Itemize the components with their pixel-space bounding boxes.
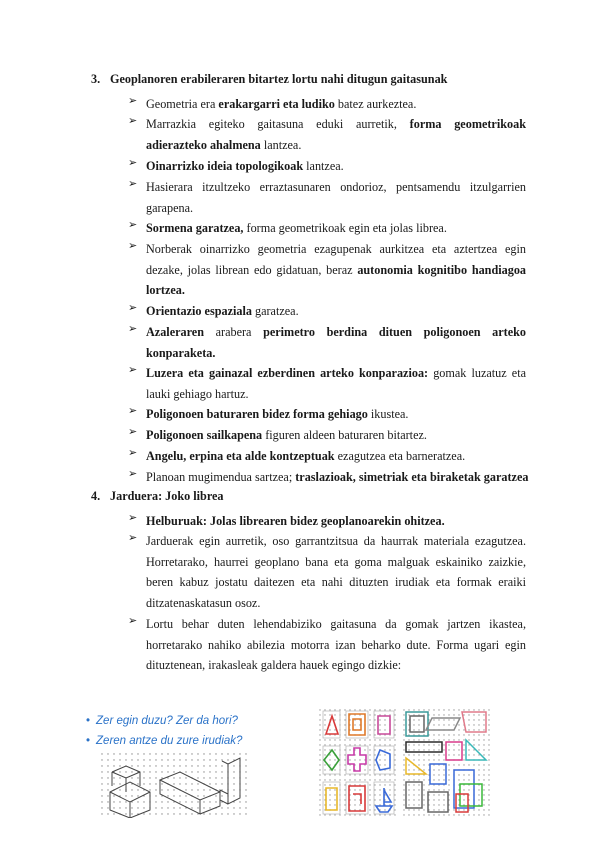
arrow-bullet-icon: ➢ (128, 177, 138, 190)
list-item-text (146, 156, 526, 177)
list-item-post: forma geometrikoak egin eta jolas librea. (243, 221, 447, 235)
list-item-bold: Oinarrizko ideia topologikoak (146, 159, 304, 173)
arrow-bullet-icon: ➢ (128, 467, 138, 480)
list-item-pre: Jarduerak egin aurretik, oso garrantzitsua da haurrak materiala ezagutzea. Horretarako, haurrei geoplano bana eta goma malguak eskainiko zaizkie, beren kabuz jostatu daitezen eta nahi dituzten irudiak eta formak eraiki ditzatenaskatasun osoz. (146, 534, 526, 610)
question-1-text: Zer egin duzu? Zer da hori? (96, 715, 238, 727)
list-item-text (146, 322, 526, 363)
question-2 (86, 735, 242, 747)
list-item-text (146, 218, 526, 239)
list-item-text (146, 467, 529, 488)
list-item-post: lantzea. (260, 137, 302, 152)
question-1 (86, 715, 238, 727)
list-item-pre: Planoan mugimendua sartzea; (146, 470, 296, 484)
arrow-bullet-icon: ➢ (128, 511, 138, 524)
bullet-dot-icon: • (86, 715, 91, 727)
list-item-bold: traslazioak, simetriak eta biraketak garatzea (295, 470, 529, 484)
list-item-bold: Poligonoen sailkapena (146, 428, 263, 442)
arrow-bullet-icon: ➢ (128, 114, 138, 127)
list-item-post: figuren aldeen baturaren bitartez. (262, 428, 427, 442)
list-item-pre: Geometria era (146, 97, 219, 111)
list-item-post: arabera (203, 325, 264, 339)
list-item-bold: Azaleraren (146, 325, 204, 339)
list-item-text (146, 301, 526, 322)
list-item-pre: Hasierara itzultzeko erraztasunaren ondorioz, pentsamendu itzulgarrien garapena. (146, 180, 526, 215)
arrow-bullet-icon: ➢ (128, 322, 138, 335)
list-item-bold: erakargarri eta ludiko (218, 97, 335, 111)
list-item-text (146, 531, 526, 613)
list-item-bold: Angelu, erpina eta alde kontzeptuak (146, 449, 335, 463)
arrow-bullet-icon: ➢ (128, 301, 138, 314)
list-item-pre: Lortu behar duten lehendabiziko gaitasuna da gomak jartzen ikastea, horretarako nahiko abilezia motorra izan beharko dute. Forma ugari egin dituztenean, irakasleak galdera hauek egingo dizkie: (146, 617, 526, 672)
list-item-text (146, 446, 526, 467)
list-item-bold: Orientazio espaziala (146, 304, 252, 318)
list-item-post: lantzea. (303, 159, 344, 173)
list-item-pre: Marrazkia egiteko gaitasuna eduki aurretik, (146, 117, 410, 131)
list-item-bold: Helburuak: Jolas librearen bidez geoplanoarekin ohitzea. (146, 514, 445, 528)
list-item-bold: autonomia kognitibo handiagoa lortzea. (146, 262, 527, 297)
section-4-number: 4. (91, 489, 101, 503)
geoboard-polygons-image (402, 708, 490, 818)
arrow-bullet-icon: ➢ (128, 446, 138, 459)
arrow-bullet-icon: ➢ (128, 614, 138, 627)
arrow-bullet-icon: ➢ (128, 363, 138, 376)
list-item-post: ezagutzea eta barneratzea. (334, 449, 466, 463)
list-item-text (146, 239, 526, 301)
bullet-dot-icon: • (86, 735, 91, 747)
list-item-bold: Sormena garatzea, (146, 221, 244, 235)
list-item-text (146, 177, 526, 218)
section-3-number: 3. (91, 72, 101, 86)
list-item-bold2: perimetro berdina dituen poligonoen arteko konparaketa. (146, 325, 526, 360)
list-item-post: gomak luzatuz eta lauki gehiago hartuz. (146, 366, 526, 401)
arrow-bullet-icon: ➢ (128, 404, 138, 417)
list-item-post: garatzea. (251, 304, 299, 318)
list-item-text (146, 363, 526, 404)
list-item-post: batez aurkeztea. (334, 97, 417, 111)
question-2-text: Zeren antze du zure irudiak? (96, 735, 243, 747)
list-item-bold: Luzera eta gainazal ezberdinen arteko konparazioa: (146, 366, 429, 380)
arrow-bullet-icon: ➢ (128, 156, 138, 169)
arrow-bullet-icon: ➢ (128, 531, 138, 544)
list-item-text (146, 614, 526, 676)
list-item-pre: Norberak oinarrizko geometria ezagupenak aurkitzea eta aztertzea egin dezake, jolas librean edo gidatuan, beraz (146, 242, 526, 277)
list-item-text (146, 511, 526, 532)
arrow-bullet-icon: ➢ (128, 239, 138, 252)
list-item-bold: Poligonoen baturaren bidez forma gehiago (146, 407, 368, 421)
arrow-bullet-icon: ➢ (128, 94, 138, 107)
list-item-text (146, 114, 526, 155)
arrow-bullet-icon: ➢ (128, 218, 138, 231)
list-item-text (146, 425, 526, 446)
list-item-text (146, 94, 526, 115)
arrow-bullet-icon: ➢ (128, 425, 138, 438)
section-3-title: Geoplanoren erabileraren bitartez lortu nahi ditugun gaitasunak (110, 72, 448, 86)
section-4-title: Jarduera: Joko librea (110, 489, 224, 503)
geoboard-colored-shapes-image (318, 708, 396, 818)
geoboard-3d-shapes-image (100, 752, 250, 818)
list-item-text (146, 404, 526, 425)
list-item-bold: forma geometrikoak adierazteko ahalmena (146, 117, 526, 152)
list-item-post: ikustea. (367, 407, 409, 421)
